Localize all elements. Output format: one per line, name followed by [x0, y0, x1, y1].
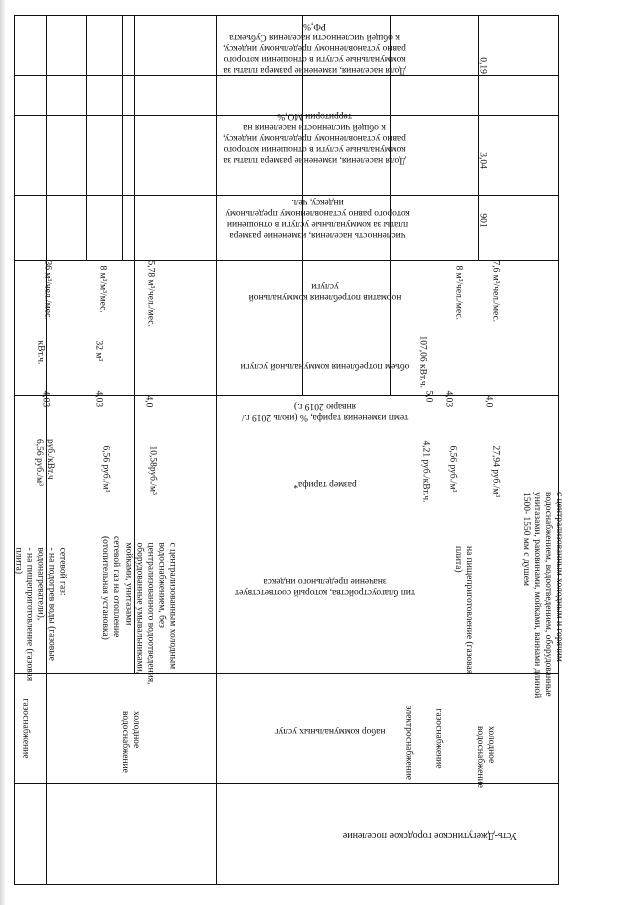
- header-share-mo: Доля населения, изменение размера платы за коммунальные услуги в отношении которого равно установленному предельному индексу, к общей численности населения на территории МО,%: [223, 111, 406, 165]
- rule: [216, 15, 217, 885]
- header-service-set: набор коммунальных услуг: [274, 726, 386, 736]
- row2-rate: 4,03: [93, 390, 104, 408]
- row2-amenity: сетевой газ на отопление (отопительная установка): [100, 536, 121, 640]
- header-volume: объем потребления коммунальной услуги: [240, 361, 410, 371]
- share-mo-value: 3,04: [477, 152, 488, 169]
- share-subject-value: 0,19: [477, 57, 488, 74]
- rule: [14, 15, 559, 16]
- header-norm: норматив потребления коммунальной услуги: [248, 281, 402, 302]
- rule: [14, 260, 559, 261]
- row1-rate: 4,03: [40, 390, 51, 408]
- row6-service: холодное водоснабжение: [475, 726, 496, 788]
- row4-volume: 107,06 кВт.ч.: [417, 335, 428, 388]
- row3-tariff: 10,58руб./м³: [147, 445, 158, 495]
- row3-rate: 4,0: [143, 395, 154, 408]
- row5-service: газоснабжение: [433, 708, 444, 769]
- row1-tariff: руб./кВт.ч 6,56 руб./м³: [34, 439, 55, 486]
- rule: [14, 673, 559, 674]
- header-tariff: размер тарифа*: [293, 479, 357, 489]
- rule: [86, 15, 87, 260]
- row3-service: холодное водоснабжение: [120, 711, 141, 773]
- row3-norm: 5,78 м³/чел./мес.: [145, 260, 156, 327]
- row1-norm: 36 м³/чел./мес.: [42, 260, 53, 320]
- scan-edge-shadow: [0, 0, 6, 905]
- rule: [14, 15, 15, 885]
- row3-amenity: с централизованным холодным водоснабжением, без централизованного водоотведения, оборудованные умывальниками, мойками, унитазами: [123, 542, 178, 685]
- settlement-name: Усть-Джегутинское городское поселение: [342, 830, 518, 841]
- row6-norm: 7,6 м³/чел./мес.: [490, 260, 501, 323]
- rule: [14, 884, 559, 885]
- row5-amenity: на пищеприготовление (газовая плита): [453, 546, 474, 675]
- row1-service: газоснабжение: [20, 698, 31, 759]
- row6-amenity: с централизованным холодным и горячим водоснабжением, водоотведением, оборудованные унитазами, раковинами, мойками, ваннами длиной 1500- 1550 мм с душем: [521, 492, 564, 699]
- row5-rate: 4,03: [443, 390, 454, 408]
- row4-rate: 5,0: [423, 390, 434, 403]
- row6-rate: 4,0: [483, 395, 494, 408]
- population-value: 901: [477, 213, 488, 228]
- row4-service: электроснабжение: [403, 705, 414, 781]
- row1-amenity: сетевой газ: - на подогрев воды (газовые водонагреватели), - на пищеприготовление (газовая плита): [13, 547, 68, 682]
- header-tariff-rate: темп изменения тарифа, % (июль 2019 г./ январю 2019 г.): [241, 401, 409, 422]
- rule: [558, 15, 559, 885]
- row5-tariff: 6,56 руб./м³: [447, 445, 458, 493]
- row6-tariff: 27,94 руб./м³: [490, 445, 501, 498]
- row2-volume: 32 м³: [93, 340, 104, 362]
- row5-norm: 8 м³/чел./мес.: [453, 265, 464, 320]
- row2-norm: 8 м³/м³/мес.: [97, 265, 108, 313]
- row2-tariff: 6,56 руб./м³: [100, 445, 111, 493]
- rule: [122, 15, 123, 260]
- row4-tariff: 4,21 руб./кВт.ч.: [420, 440, 431, 503]
- header-population: численность населения, изменение размера платы за коммунальные услуги в отношении которого равно установленному предельному индексу, чел.: [225, 197, 410, 240]
- header-share-subject: Доля населения, изменение размера платы за коммунальные услуги в отношении которого равно установленному предельному индексу, к общей численности населения Субъекта РФ,%: [223, 21, 406, 75]
- row1-volume: кВт.ч.: [35, 340, 46, 365]
- header-amenity-type: тип благоустройства, который соответствует значение предельного индекса: [234, 576, 416, 597]
